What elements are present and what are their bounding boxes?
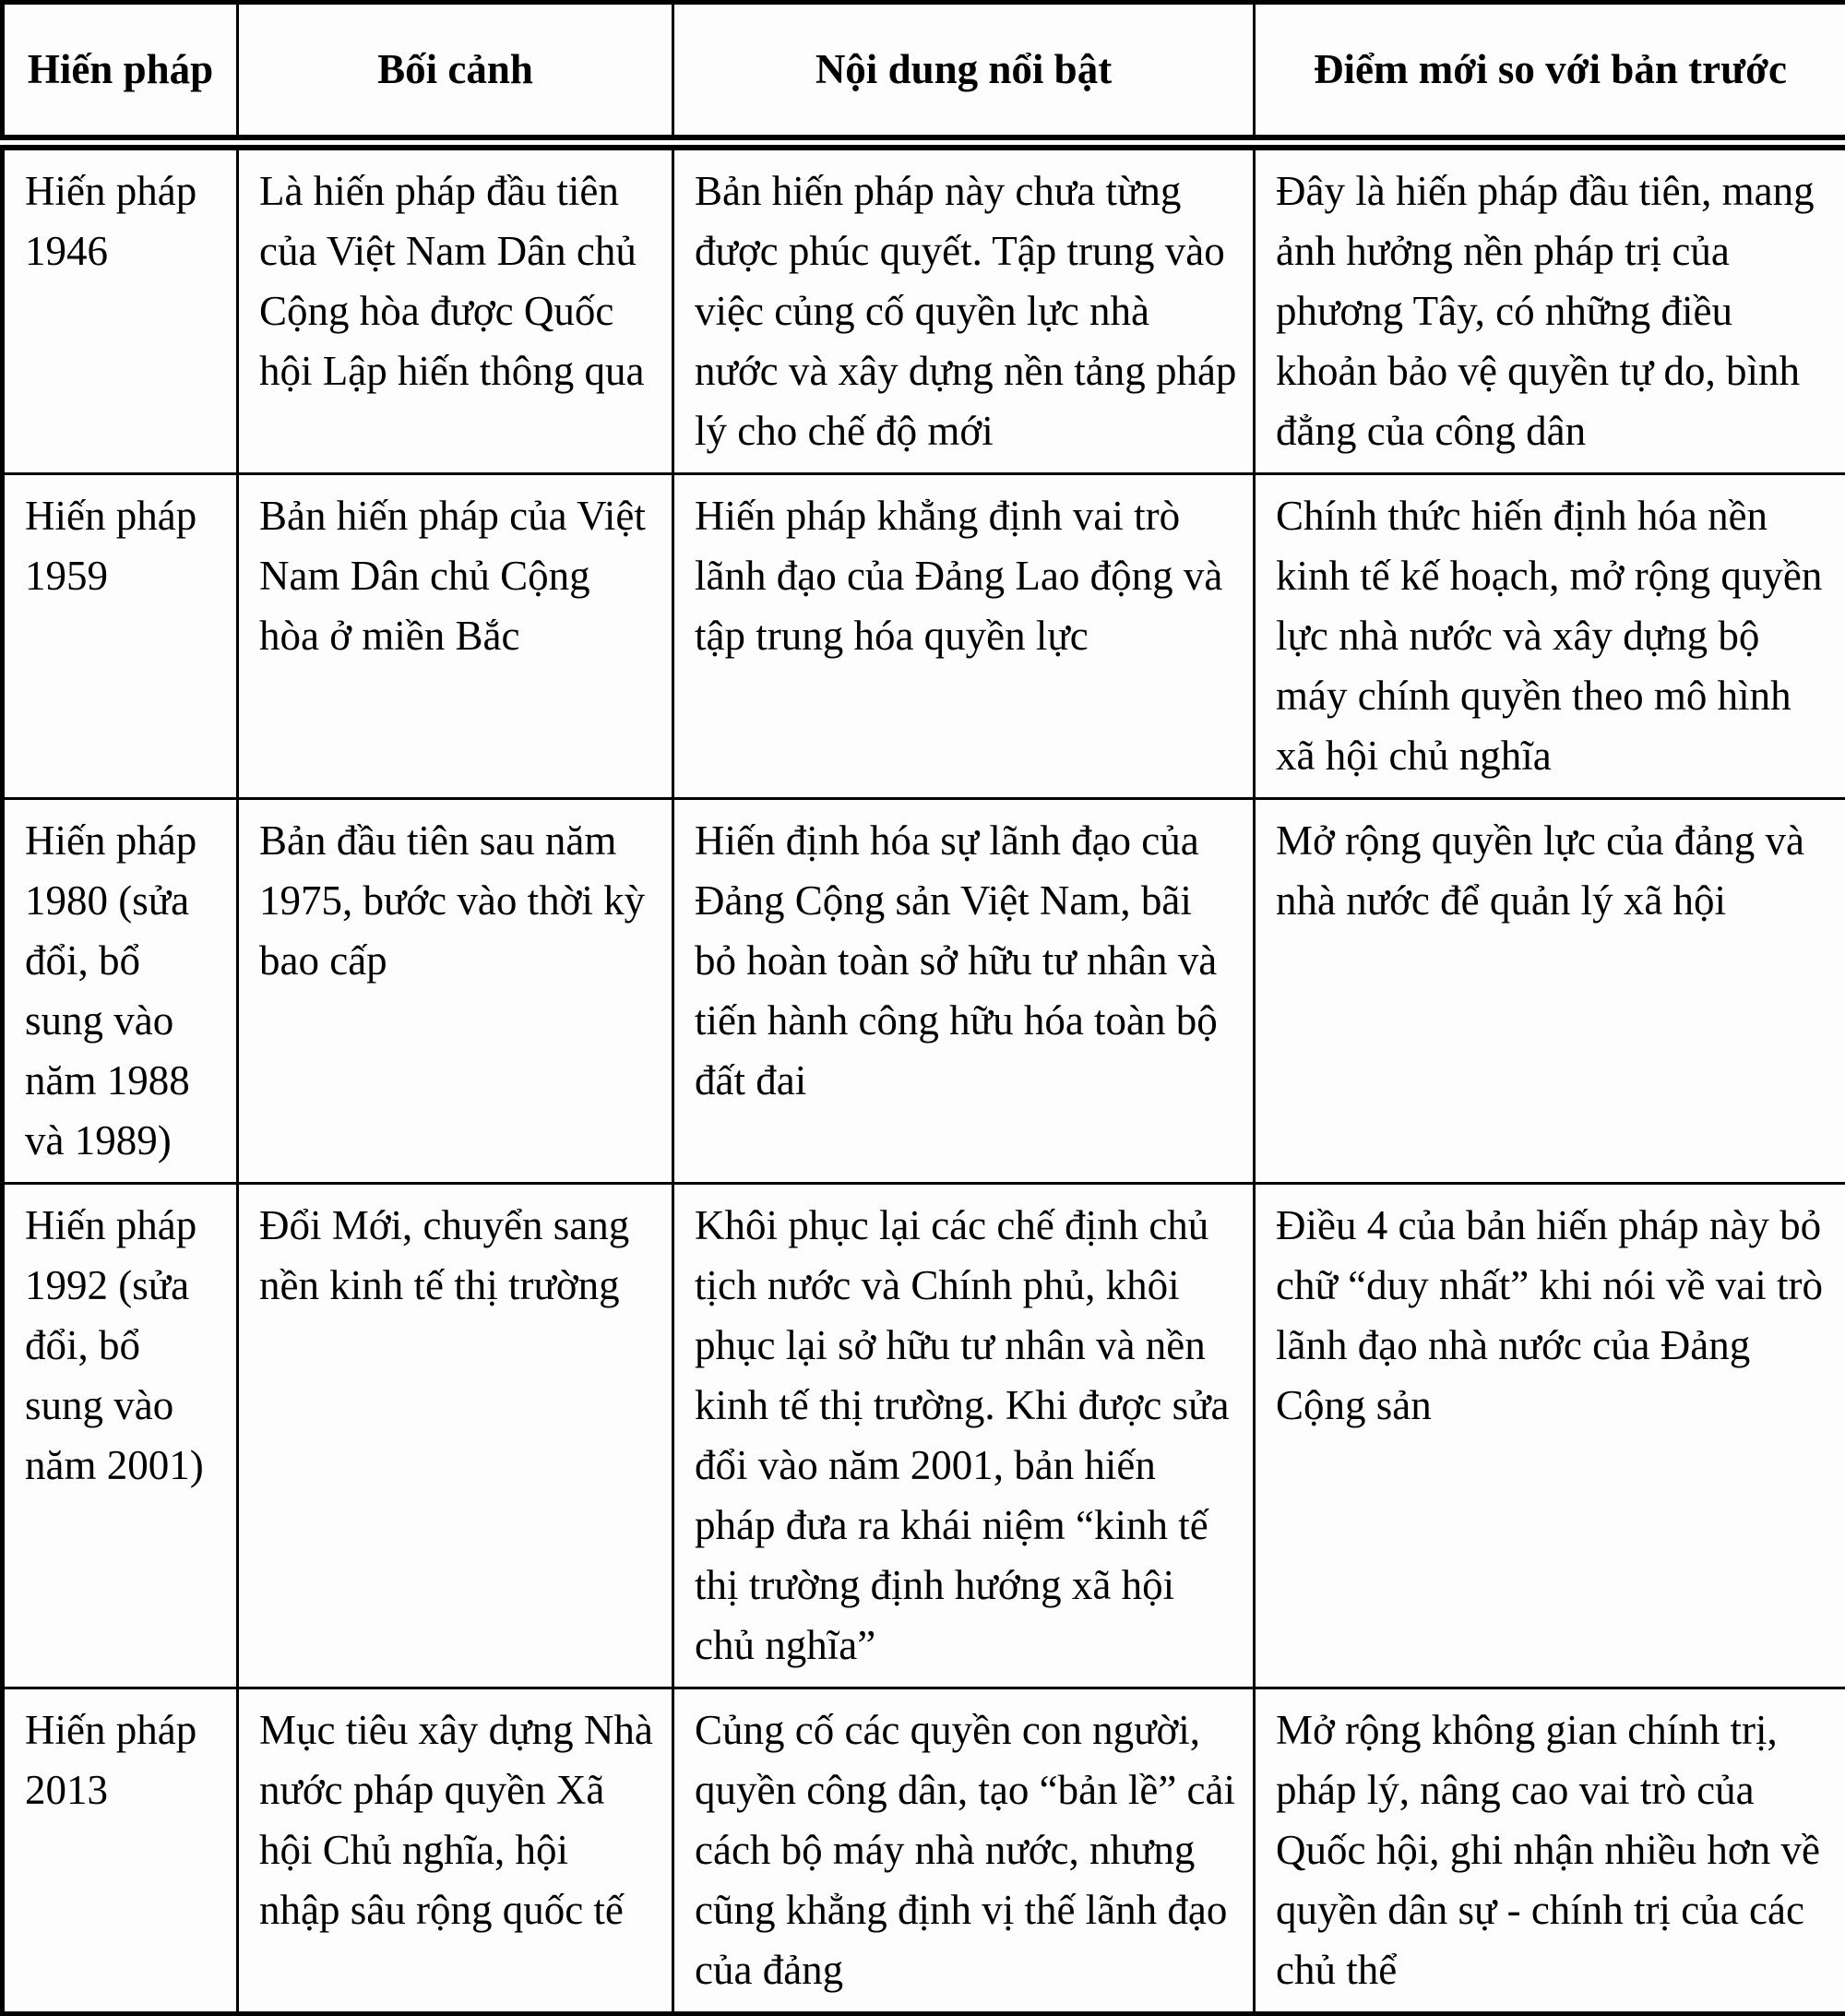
table-row [3, 474, 1845, 799]
table-cell: Hiến định hóa sự lãnh đạo của Đảng Cộng sản Việt Nam, bãi bỏ hoàn toàn sở hữu tư nhân và tiến hành công hữu hóa toàn bộ đất đai [673, 799, 1255, 1184]
table-cell: Bản hiến pháp này chưa từng được phúc quyết. Tập trung vào việc củng cố quyền lực nhà nước và xây dựng nền tảng pháp lý cho chế độ mới [673, 143, 1255, 474]
table-row [3, 143, 1845, 474]
table-cell: Mở rộng quyền lực của đảng và nhà nước để quản lý xã hội [1255, 799, 1845, 1184]
table-cell: Bản đầu tiên sau năm 1975, bước vào thời kỳ bao cấp [238, 799, 673, 1184]
table-cell: Bản hiến pháp của Việt Nam Dân chủ Cộng hòa ở miền Bắc [238, 474, 673, 799]
table-cell: Hiến pháp 1946 [3, 143, 238, 474]
table-cell: Là hiến pháp đầu tiên của Việt Nam Dân chủ Cộng hòa được Quốc hội Lập hiến thông qua [238, 143, 673, 474]
table-body [3, 143, 1845, 2014]
table-row [3, 799, 1845, 1184]
table-cell: Hiến pháp 1959 [3, 474, 238, 799]
header-cell-hien-phap: Hiến pháp [3, 3, 238, 143]
header-cell-noi-dung-noi-bat: Nội dung nổi bật [673, 3, 1255, 143]
table-cell: Khôi phục lại các chế định chủ tịch nước và Chính phủ, khôi phục lại sở hữu tư nhân và nền kinh tế thị trường. Khi được sửa đổi vào năm 2001, bản hiến pháp đưa ra khái niệm “kinh tế thị trường định hướng xã hội chủ nghĩa” [673, 1184, 1255, 1688]
table-cell: Điều 4 của bản hiến pháp này bỏ chữ “duy nhất” khi nói về vai trò lãnh đạo nhà nước của Đảng Cộng sản [1255, 1184, 1845, 1688]
table-cell: Mục tiêu xây dựng Nhà nước pháp quyền Xã hội Chủ nghĩa, hội nhập sâu rộng quốc tế [238, 1688, 673, 2014]
table-cell: Củng cố các quyền con người, quyền công dân, tạo “bản lề” cải cách bộ máy nhà nước, nhưng cũng khẳng định vị thế lãnh đạo của đảng [673, 1688, 1255, 2014]
table-cell: Hiến pháp 2013 [3, 1688, 238, 2014]
header-cell-diem-moi: Điểm mới so với bản trước [1255, 3, 1845, 143]
table-cell: Mở rộng không gian chính trị, pháp lý, nâng cao vai trò của Quốc hội, ghi nhận nhiều hơn về quyền dân sự - chính trị của các chủ thể [1255, 1688, 1845, 2014]
table-cell: Hiến pháp 1992 (sửa đổi, bổ sung vào năm 2001) [3, 1184, 238, 1688]
table-row [3, 1184, 1845, 1688]
table-row [3, 1688, 1845, 2014]
table-cell: Đổi Mới, chuyển sang nền kinh tế thị trường [238, 1184, 673, 1688]
table-cell: Hiến pháp 1980 (sửa đổi, bổ sung vào năm 1988 và 1989) [3, 799, 238, 1184]
table-cell: Chính thức hiến định hóa nền kinh tế kế hoạch, mở rộng quyền lực nhà nước và xây dựng bộ máy chính quyền theo mô hình xã hội chủ nghĩa [1255, 474, 1845, 799]
header-row [3, 3, 1845, 143]
table-cell: Đây là hiến pháp đầu tiên, mang ảnh hưởng nền pháp trị của phương Tây, có những điều khoản bảo vệ quyền tự do, bình đẳng của công dân [1255, 143, 1845, 474]
table-cell: Hiến pháp khẳng định vai trò lãnh đạo của Đảng Lao động và tập trung hóa quyền lực [673, 474, 1255, 799]
header-cell-boi-canh: Bối cảnh [238, 3, 673, 143]
